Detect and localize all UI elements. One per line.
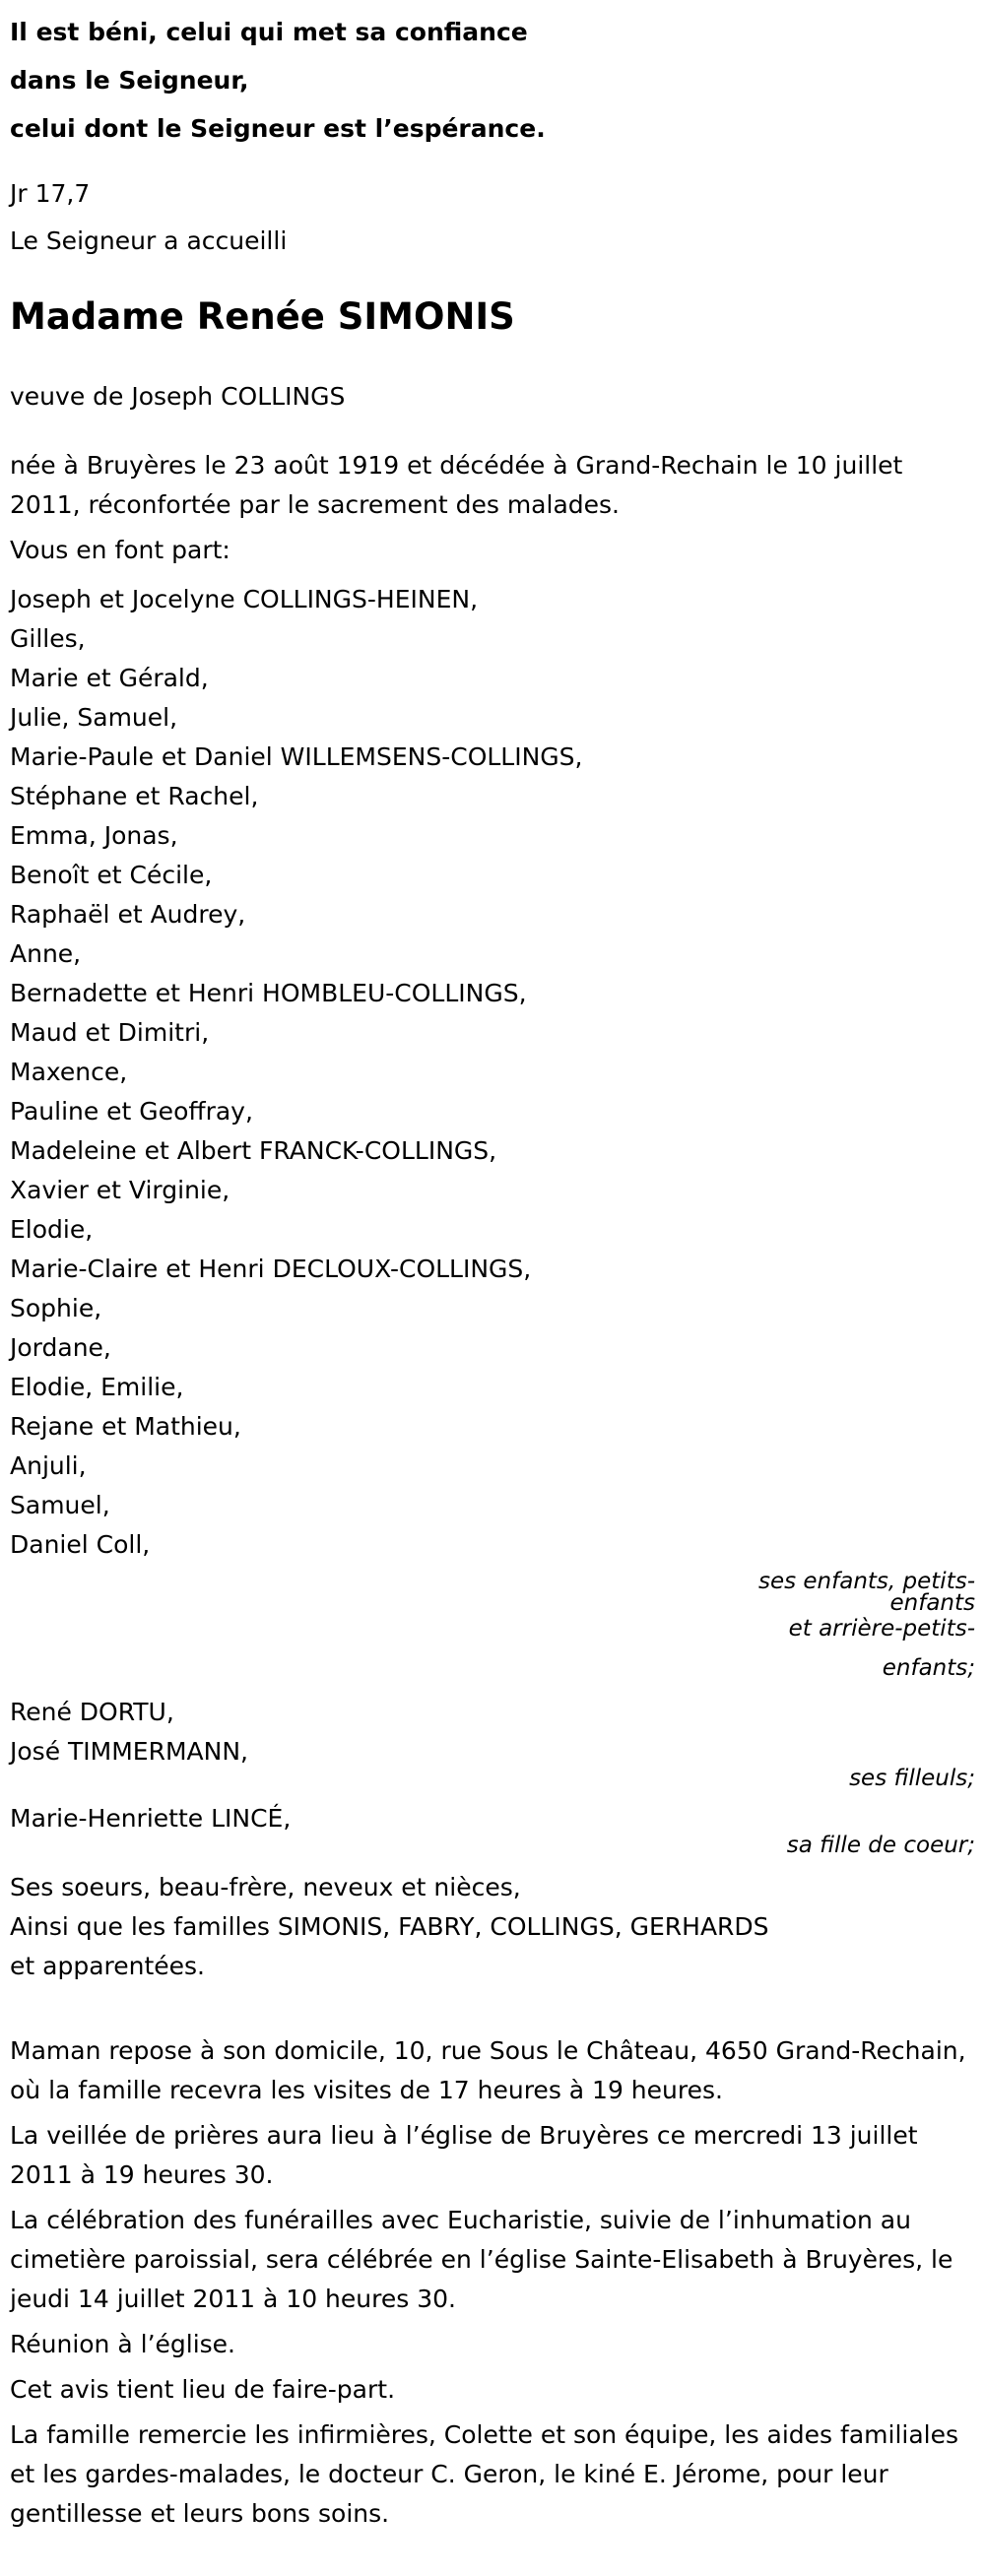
list-item: Ainsi que les familles SIMONIS, FABRY, COLLINGS, GERHARDS <box>10 1912 769 1941</box>
list-item: Benoît et Cécile, <box>10 861 213 889</box>
relation-line: et arrière-petits- <box>788 1616 975 1642</box>
relation-heart-daughter: sa fille de coeur; <box>786 1833 975 1858</box>
verse-line: celui dont le Seigneur est l’espérance. <box>10 114 546 143</box>
notice-text: Cet avis tient lieu de faire-part. <box>10 2375 396 2404</box>
meeting-text: Réunion à l’église. <box>10 2330 236 2358</box>
list-item: Samuel, <box>10 1491 110 1519</box>
list-item: Julie, Samuel, <box>10 703 178 732</box>
list-item: Stéphane et Rachel, <box>10 782 259 810</box>
bible-verse <box>10 0 975 153</box>
list-item: José TIMMERMANN, <box>10 1737 248 1766</box>
list-item: Raphaël et Audrey, <box>10 900 246 929</box>
verse-reference: Jr 17,7 <box>10 179 91 208</box>
thanks-text: La famille remercie les infirmières, Colette et son équipe, les aides familiales et les gardes-malades, le docteur C. Geron, le kiné E. Jérome, pour leur gentillesse et leurs bons soins. <box>10 2420 959 2528</box>
list-item: Jordane, <box>10 1333 111 1362</box>
list-item: Sophie, <box>10 1294 102 1322</box>
list-item: Joseph et Jocelyne COLLINGS-HEINEN, <box>10 585 479 613</box>
welcomed-text: Le Seigneur a accueilli <box>10 226 288 255</box>
list-item: Madeleine et Albert FRANCK-COLLINGS, <box>10 1136 497 1165</box>
birth-death-text: née à Bruyères le 23 août 1919 et décédée à Grand-Rechain le 10 juillet 2011, réconfortée par le sacrement des malades. <box>10 451 903 519</box>
rest-location-text: Maman repose à son domicile, 10, rue Sous le Château, 4650 Grand-Rechain, où la famille recevra les visites de 17 heures à 19 heures. <box>10 2036 966 2104</box>
list-item: Marie-Claire et Henri DECLOUX-COLLINGS, <box>10 1255 532 1283</box>
list-item: Xavier et Virginie, <box>10 1176 230 1204</box>
list-item: Maxence, <box>10 1058 128 1086</box>
relation-godchildren: ses filleuls; <box>849 1766 975 1791</box>
verse-reference-block <box>10 170 975 265</box>
list-item: Pauline et Geoffray, <box>10 1097 253 1126</box>
list-item: Anne, <box>10 939 82 968</box>
list-item: Marie et Gérald, <box>10 664 209 692</box>
verse-line: Il est béni, celui qui met sa confiance <box>10 18 528 46</box>
list-item: et apparentées. <box>10 1952 205 1980</box>
list-item: Elodie, Emilie, <box>10 1373 184 1401</box>
list-item: Daniel Coll, <box>10 1530 151 1559</box>
list-item: Anjuli, <box>10 1451 87 1480</box>
verse-line: dans le Seigneur, <box>10 66 249 95</box>
relation-children <box>10 1567 975 1683</box>
godchildren-list <box>10 1693 975 1771</box>
relation-line: enfants <box>889 1590 975 1616</box>
list-item: Marie-Henriette LINCÉ, <box>10 1804 292 1833</box>
family-list <box>10 580 975 1565</box>
vigil-text: La veillée de prières aura lieu à l’église de Bruyères ce mercredi 13 juillet 2011 à 19 heures 30. <box>10 2121 918 2189</box>
list-item: Emma, Jonas, <box>10 821 178 850</box>
funeral-text: La célébration des funérailles avec Eucharistie, suivie de l’inhumation au cimetière paroissial, sera célébrée en l’église Sainte-Elisabeth à Bruyères, le jeudi 14 juillet 2011 à 10 heures 30. <box>10 2206 953 2313</box>
relation-line: ses enfants, petits- <box>757 1569 975 1594</box>
other-relatives <box>10 1868 975 1986</box>
deceased-name: Madame Renée SIMONIS <box>10 295 515 338</box>
list-item: Gilles, <box>10 624 86 653</box>
list-item: Bernadette et Henri HOMBLEU-COLLINGS, <box>10 979 527 1007</box>
list-item: Marie-Paule et Daniel WILLEMSENS-COLLINGS, <box>10 742 583 771</box>
list-item: Rejane et Mathieu, <box>10 1412 241 1441</box>
list-item: Elodie, <box>10 1215 94 1244</box>
announcement-intro: Vous en font part: <box>10 536 230 564</box>
list-item: Maud et Dimitri, <box>10 1018 210 1047</box>
relation-line: enfants; <box>882 1655 975 1681</box>
list-item: Ses soeurs, beau-frère, neveux et nièces, <box>10 1873 521 1901</box>
widow-of: veuve de Joseph COLLINGS <box>10 382 346 411</box>
list-item: René DORTU, <box>10 1698 174 1726</box>
